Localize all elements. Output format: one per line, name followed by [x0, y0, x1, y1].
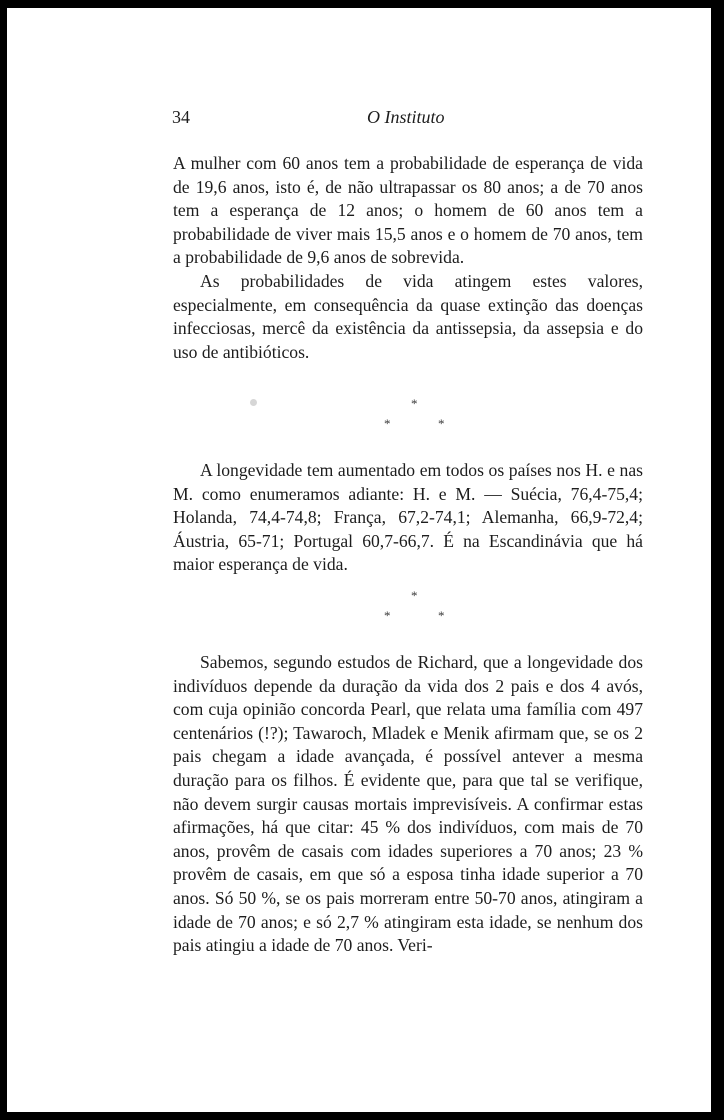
paragraph: A mulher com 60 anos tem a probabilidade de esperança de vida de 19,6 anos, isto é, de não ultrapassar os 80 anos; a de 70 anos tem a esperança de 12 anos; o homem de 60 anos tem a probabilidade de viver mais 15,5 anos e o homem de 70 anos, tem a probabilidade de 9,6 anos de sobrevida. — [173, 153, 643, 268]
asterisk: * — [384, 608, 391, 623]
asterisk: * — [411, 396, 418, 411]
page-header — [7, 107, 711, 131]
asterism-separator — [7, 396, 711, 436]
asterism-separator — [7, 588, 711, 628]
book-page — [7, 8, 711, 1112]
paragraph: A longevidade tem aumentado em todos os países nos H. e nas M. como enumeramos adiante: H. e M. — Suécia, 76,4-75,4; Holanda, 74,4-74,8; França, 67,2-74,1; Alemanha, 66,9-72,4; Áustria, 65-71; Portugal 60,7-66,7. É na Escandinávia que há maior esperança de vida. — [173, 460, 643, 575]
text-block-mortality — [173, 152, 643, 364]
paragraph: Sabemos, segundo estudos de Richard, que a longevidade dos indivíduos depende da duração da vida dos 2 pais e dos 4 avós, com cuja opinião concorda Pearl, que relata uma família com 497 centenários (!?); Tawaroch, Mladek e Menik afirmam que, se os 2 pais chegam a idade avançada, é possível antever a mesma duração para os filhos. É evidente que, para que tal se verifique, não devem surgir causas mortais imprevisíveis. A confirmar estas afirmações, há que citar: 45 % dos indivíduos, com mais de 70 anos, provêm de casais com idades superiores a 70 anos; 23 % provêm de casais, em que só a esposa tinha idade superior a 70 anos. Só 50 %, se os pais morreram entre 50-70 anos, atingiram a idade de 70 anos; e só 2,7 % atingiram esta idade, se nenhum dos pais atingiu a idade de 70 anos. Veri- — [173, 652, 643, 956]
paragraph: As probabilidades de vida atingem estes valores, especialmente, em consequência da quase extinção das doenças infecciosas, mercê da existência da antissepsia, da assepsia e do uso de antibióticos. — [173, 270, 643, 362]
asterisk: * — [438, 608, 445, 623]
asterisk: * — [411, 588, 418, 603]
running-title: O Instituto — [367, 107, 445, 127]
asterisk: * — [384, 416, 391, 431]
text-block-heredity — [173, 651, 643, 958]
page-number: 34 — [172, 107, 190, 127]
asterisk: * — [438, 416, 445, 431]
text-block-longevity — [173, 459, 643, 577]
